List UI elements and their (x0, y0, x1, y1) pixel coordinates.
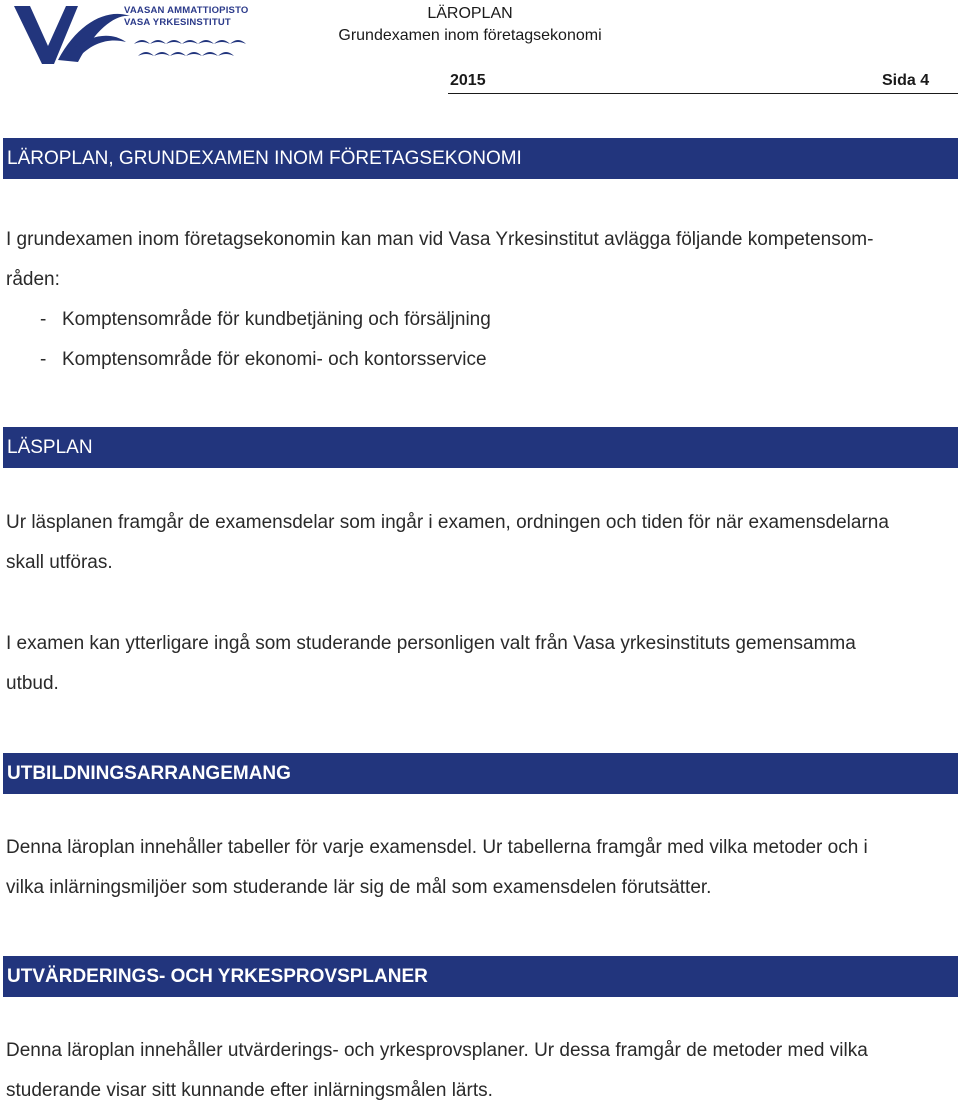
section-paragraph-line: utbud. (6, 673, 59, 694)
list-item-text: Komptensområde för kundbetjäning och försäljning (62, 309, 491, 330)
section-paragraph-line: studerande visar sitt kunnande efter inlärningsmålen lärts. (6, 1080, 493, 1101)
section-paragraph-line: skall utföras. (6, 552, 113, 573)
document-subtitle: Grundexamen inom företagsekonomi (338, 27, 602, 44)
list-item-text: Komptensområde för ekonomi- och kontorsservice (62, 349, 487, 370)
dash-bullet: - (40, 349, 47, 370)
section-heading-lasplan: LÄSPLAN (3, 427, 958, 468)
section-heading-laroplan: LÄROPLAN, GRUNDEXAMEN INOM FÖRETAGSEKONOMI (3, 138, 958, 179)
section-heading-utbildningsarrangemang: UTBILDNINGSARRANGEMANG (3, 753, 958, 794)
page-number: Sida 4 (882, 72, 930, 89)
list-item (40, 340, 487, 380)
dash-bullet: - (40, 309, 47, 330)
header-divider (448, 93, 958, 94)
org-name-swedish: VASA YRKESINSTITUT (124, 17, 231, 28)
section-paragraph-line: Denna läroplan innehåller utvärderings- och yrkesprovsplaner. Ur dessa framgår de metoder med vilka (6, 1040, 868, 1061)
document-title: LÄROPLAN (427, 5, 513, 22)
section-paragraph-line: Denna läroplan innehåller tabeller för varje examensdel. Ur tabellerna framgår med vilka metoder och i (6, 837, 868, 858)
section-heading-utvarderingsplaner: UTVÄRDERINGS- OCH YRKESPROVSPLANER (3, 956, 958, 997)
section-paragraph-line: I examen kan ytterligare ingå som studerande personligen valt från Vasa yrkesinstituts gemensamma (6, 633, 856, 654)
section-paragraph-line: vilka inlärningsmiljöer som studerande lär sig de mål som examensdelen förutsätter. (6, 877, 712, 898)
org-name-finnish: VAASAN AMMATTIOPISTO (124, 5, 249, 16)
list-item (40, 300, 491, 340)
section-paragraph-line: I grundexamen inom företagsekonomin kan man vid Vasa Yrkesinstitut avlägga följande kompetensom- (6, 229, 874, 250)
section-paragraph-line: Ur läsplanen framgår de examensdelar som ingår i examen, ordningen och tiden för när examensdelarna (6, 512, 889, 533)
page-header (0, 0, 960, 96)
section-paragraph-line: råden: (6, 269, 60, 290)
document-year: 2015 (450, 72, 486, 89)
